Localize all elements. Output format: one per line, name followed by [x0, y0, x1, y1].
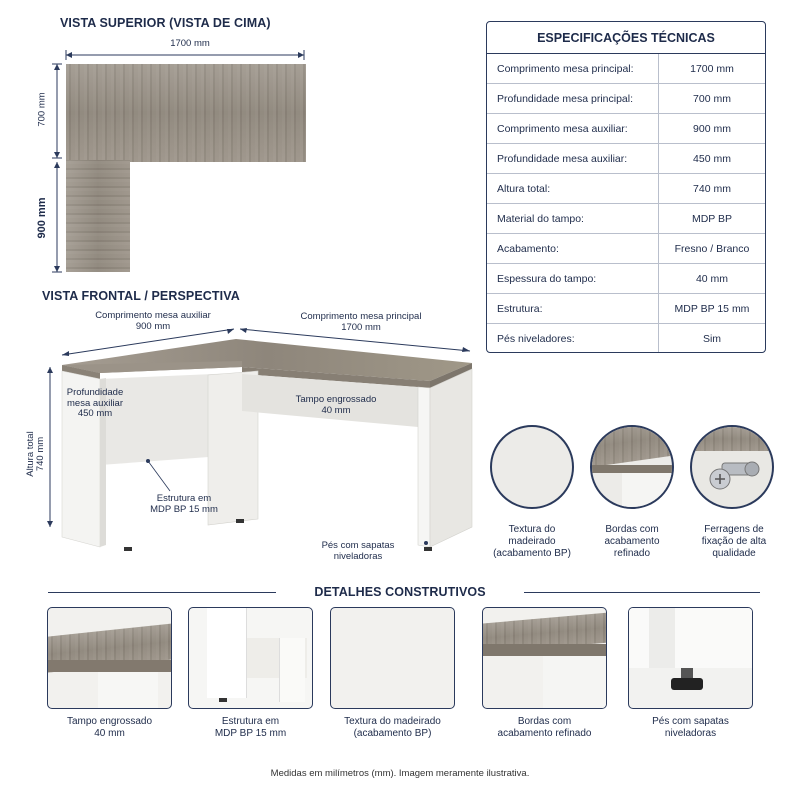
spec-value: Sim: [702, 333, 722, 345]
divider-left: [48, 592, 276, 593]
leveling-foot-icon: [671, 678, 703, 690]
spec-label: Comprimento mesa principal:: [487, 54, 659, 83]
top-width-label: 1700 mm: [170, 38, 210, 49]
spec-row: [487, 174, 765, 204]
footer-note: Medidas em milímetros (mm). Imagem meramente ilustrativa.: [270, 768, 530, 779]
spec-row: [487, 84, 765, 114]
feature-caption: Bordas com acabamento refinado: [604, 524, 660, 559]
spec-label: Altura total:: [487, 174, 659, 203]
top-view-title: VISTA SUPERIOR (VISTA DE CIMA): [60, 16, 271, 30]
spec-table-title: ESPECIFICAÇÕES TÉCNICAS: [487, 22, 765, 54]
screw-icon: [700, 447, 770, 497]
spec-row: [487, 324, 765, 353]
spec-value: 900 mm: [693, 123, 731, 135]
detail-edge-finish: [482, 607, 607, 709]
spec-label: Profundidade mesa auxiliar:: [487, 144, 659, 173]
wood-texture-circle: [490, 425, 574, 509]
spec-value: MDP BP: [691, 213, 733, 225]
main-length-label: Comprimento mesa principal 1700 mm: [300, 311, 422, 333]
top-thickness-label: Tampo engrossado 40 mm: [295, 394, 377, 416]
spec-label: Comprimento mesa auxiliar:: [487, 114, 659, 143]
spec-value: MDP BP 15 mm: [674, 303, 750, 315]
spec-label: Acabamento:: [487, 234, 659, 263]
spec-label: Espessura do tampo:: [487, 264, 659, 293]
spec-value: 1700 mm: [690, 63, 734, 75]
top-view-aux-surface: [66, 160, 130, 272]
detail-thick-top: [47, 607, 172, 709]
detail-caption: Bordas com acabamento refinado: [497, 716, 592, 739]
desk-perspective-illustration: [40, 315, 480, 560]
spec-row: [487, 114, 765, 144]
feature-caption: Ferragens de fixação de alta qualidade: [701, 524, 767, 559]
top-view-main-surface: [66, 64, 306, 162]
detail-caption: Estrutura em MDP BP 15 mm: [214, 716, 287, 739]
feature-caption: Textura do madeirado (acabamento BP): [493, 524, 571, 559]
spec-label: Profundidade mesa principal:: [487, 84, 659, 113]
top-depth-label: 700 mm: [36, 92, 48, 127]
detail-structure: [188, 607, 313, 709]
feet-label: Pés com sapatas niveladoras: [321, 540, 395, 562]
top-depth-dimension: [50, 60, 64, 276]
detail-wood-texture: [330, 607, 455, 709]
aux-length-label: Comprimento mesa auxiliar 900 mm: [95, 310, 211, 332]
spec-value: Fresno / Branco: [674, 243, 750, 255]
height-label: Altura total 740 mm: [25, 431, 46, 477]
structure-label: Estrutura em MDP BP 15 mm: [150, 493, 218, 515]
detail-caption: Textura do madeirado (acabamento BP): [344, 716, 441, 739]
spec-value: 450 mm: [693, 153, 731, 165]
spec-label: Pés niveladores:: [487, 324, 659, 353]
detail-caption: Pés com sapatas niveladoras: [652, 716, 729, 739]
detail-leveling-feet: [628, 607, 753, 709]
spec-label: Material do tampo:: [487, 204, 659, 233]
detail-caption: Tampo engrossado 40 mm: [66, 716, 153, 739]
spec-label: Estrutura:: [487, 294, 659, 323]
spec-value: 740 mm: [693, 183, 731, 195]
spec-row: [487, 144, 765, 174]
spec-value: 700 mm: [693, 93, 731, 105]
spec-row: [487, 234, 765, 264]
hardware-circle: [690, 425, 774, 509]
front-view-title: VISTA FRONTAL / PERSPECTIVA: [42, 289, 240, 303]
top-aux-label: 900 mm: [36, 197, 48, 239]
divider-right: [524, 592, 760, 593]
spec-row: [487, 264, 765, 294]
aux-depth-label: Profundidade mesa auxiliar 450 mm: [66, 387, 124, 419]
spec-row: [487, 54, 765, 84]
top-width-dimension: [60, 48, 310, 62]
spec-value: 40 mm: [695, 273, 729, 285]
spec-row: [487, 204, 765, 234]
edge-finish-circle: [590, 425, 674, 509]
details-title: DETALHES CONSTRUTIVOS: [314, 585, 486, 599]
spec-row: [487, 294, 765, 324]
spec-table: [486, 21, 766, 353]
